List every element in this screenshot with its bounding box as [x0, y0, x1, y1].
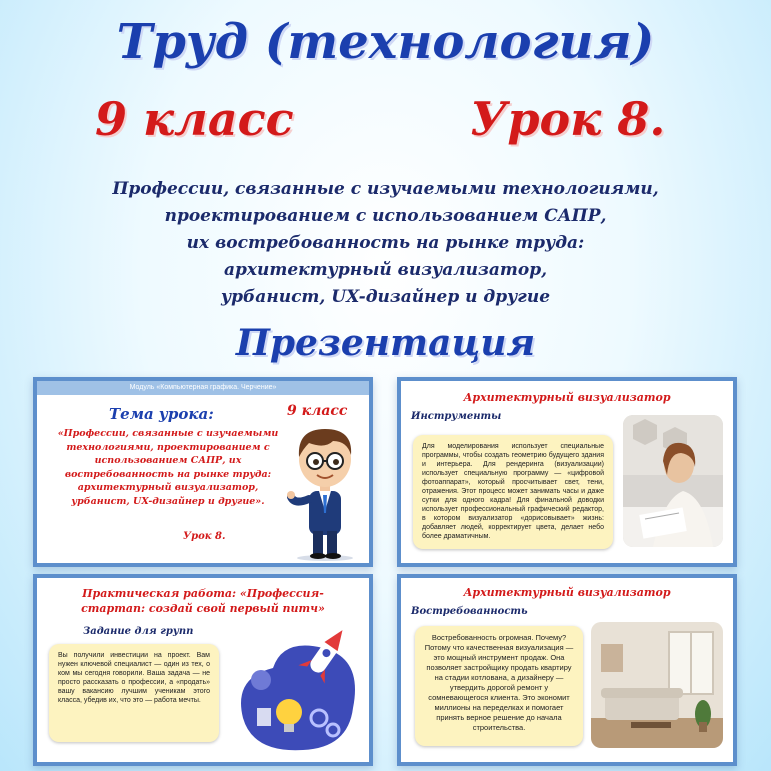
slide-subtitle: Инструменты: [411, 411, 502, 422]
slide-lesson: Урок 8.: [183, 531, 226, 542]
subtitle-line: проектированием с использованием САПР,: [164, 206, 607, 226]
lesson-title: Урок 8.: [470, 92, 666, 146]
task-label: Задание для групп: [83, 626, 194, 637]
slide-title: [37, 586, 369, 616]
subtitle-line: их востребованность на рынке труда:: [186, 233, 585, 253]
slide-thumbnail-practical-work[interactable]: [33, 574, 373, 766]
title-line: стартап: создай свой первый питч»: [81, 602, 325, 615]
subtitle-line: архитектурный визуализатор,: [223, 260, 548, 280]
presentation-label: Презентация: [235, 322, 536, 364]
topic-text: «Профессии, связанные с изучаемыми технологиями, проектированием с использованием САПР, их востребованность на рынке труда: архитектурный визуализатор, урбанист, UX-дизайнер и другие».: [57, 428, 279, 507]
rocket-startup-illustration: [223, 618, 363, 758]
slide-thumbnail-visualizer-tools[interactable]: [397, 377, 737, 567]
page-title: Труд (технология): [116, 14, 655, 70]
title-line: Практическая работа: «Профессия-: [82, 587, 324, 600]
slide-title: Архитектурный визуализатор: [463, 586, 671, 599]
interior-photo: [591, 622, 723, 748]
module-bar: Модуль «Компьютерная графика. Черчение»: [37, 381, 369, 395]
teacher-character-illustration: [285, 419, 363, 561]
subtitle-line: Профессии, связанные с изучаемыми технологиями,: [112, 179, 659, 199]
lesson-subtitle: [60, 176, 711, 311]
slide-subtitle: Востребованность: [411, 606, 528, 617]
info-note: Для моделирования использует специальные программы, чтобы создать геометрию будущего здания и интерьера. Для рендеринга (визуализации) использует специальную программу — «цифровой фотоаппарат», который просчитывает свет, тени, отражения. Этот процесс может занимать часы и даже сутки для одного кадра! Для финальной доводки использует профессиональный графический редактор, в котором визуализатор «дорисовывает» жизнь: добавляет людей, корректирует цвета, делает небо более драматичным.: [413, 435, 613, 549]
subtitle-line: урбанист, UX-дизайнер и другие: [220, 287, 551, 307]
info-note: Востребованность огромная. Почему? Потому что качественная визуализация — это мощный инструмент продаж. Она позволяет застройщику продать квартиру на стадии котлована, а дизайнеру — утвердить дорогой ремонт у сомневающегося клиента. Это экономит миллионы на переделках и помогает принять верное решение до начала строительства.: [415, 626, 583, 746]
topic-label: Тема урока:: [109, 405, 214, 423]
slide-thumbnail-visualizer-demand[interactable]: [397, 574, 737, 766]
slide-title: Архитектурный визуализатор: [463, 391, 671, 404]
info-note: Вы получили инвестиции на проект. Вам нужен ключевой специалист — один из тех, о ком мы сегодня говорили. Ваша задача — не просто рассказать о профессии, а «продать» вашу вакансию лучшим ученикам этого класса, убедив их, что это — работа мечты.: [49, 644, 219, 742]
slide-thumbnail-topic[interactable]: [33, 377, 373, 567]
slide-grade: 9 класс: [287, 403, 348, 419]
designer-photo: [623, 415, 723, 547]
grade-title: 9 класс: [95, 92, 294, 146]
